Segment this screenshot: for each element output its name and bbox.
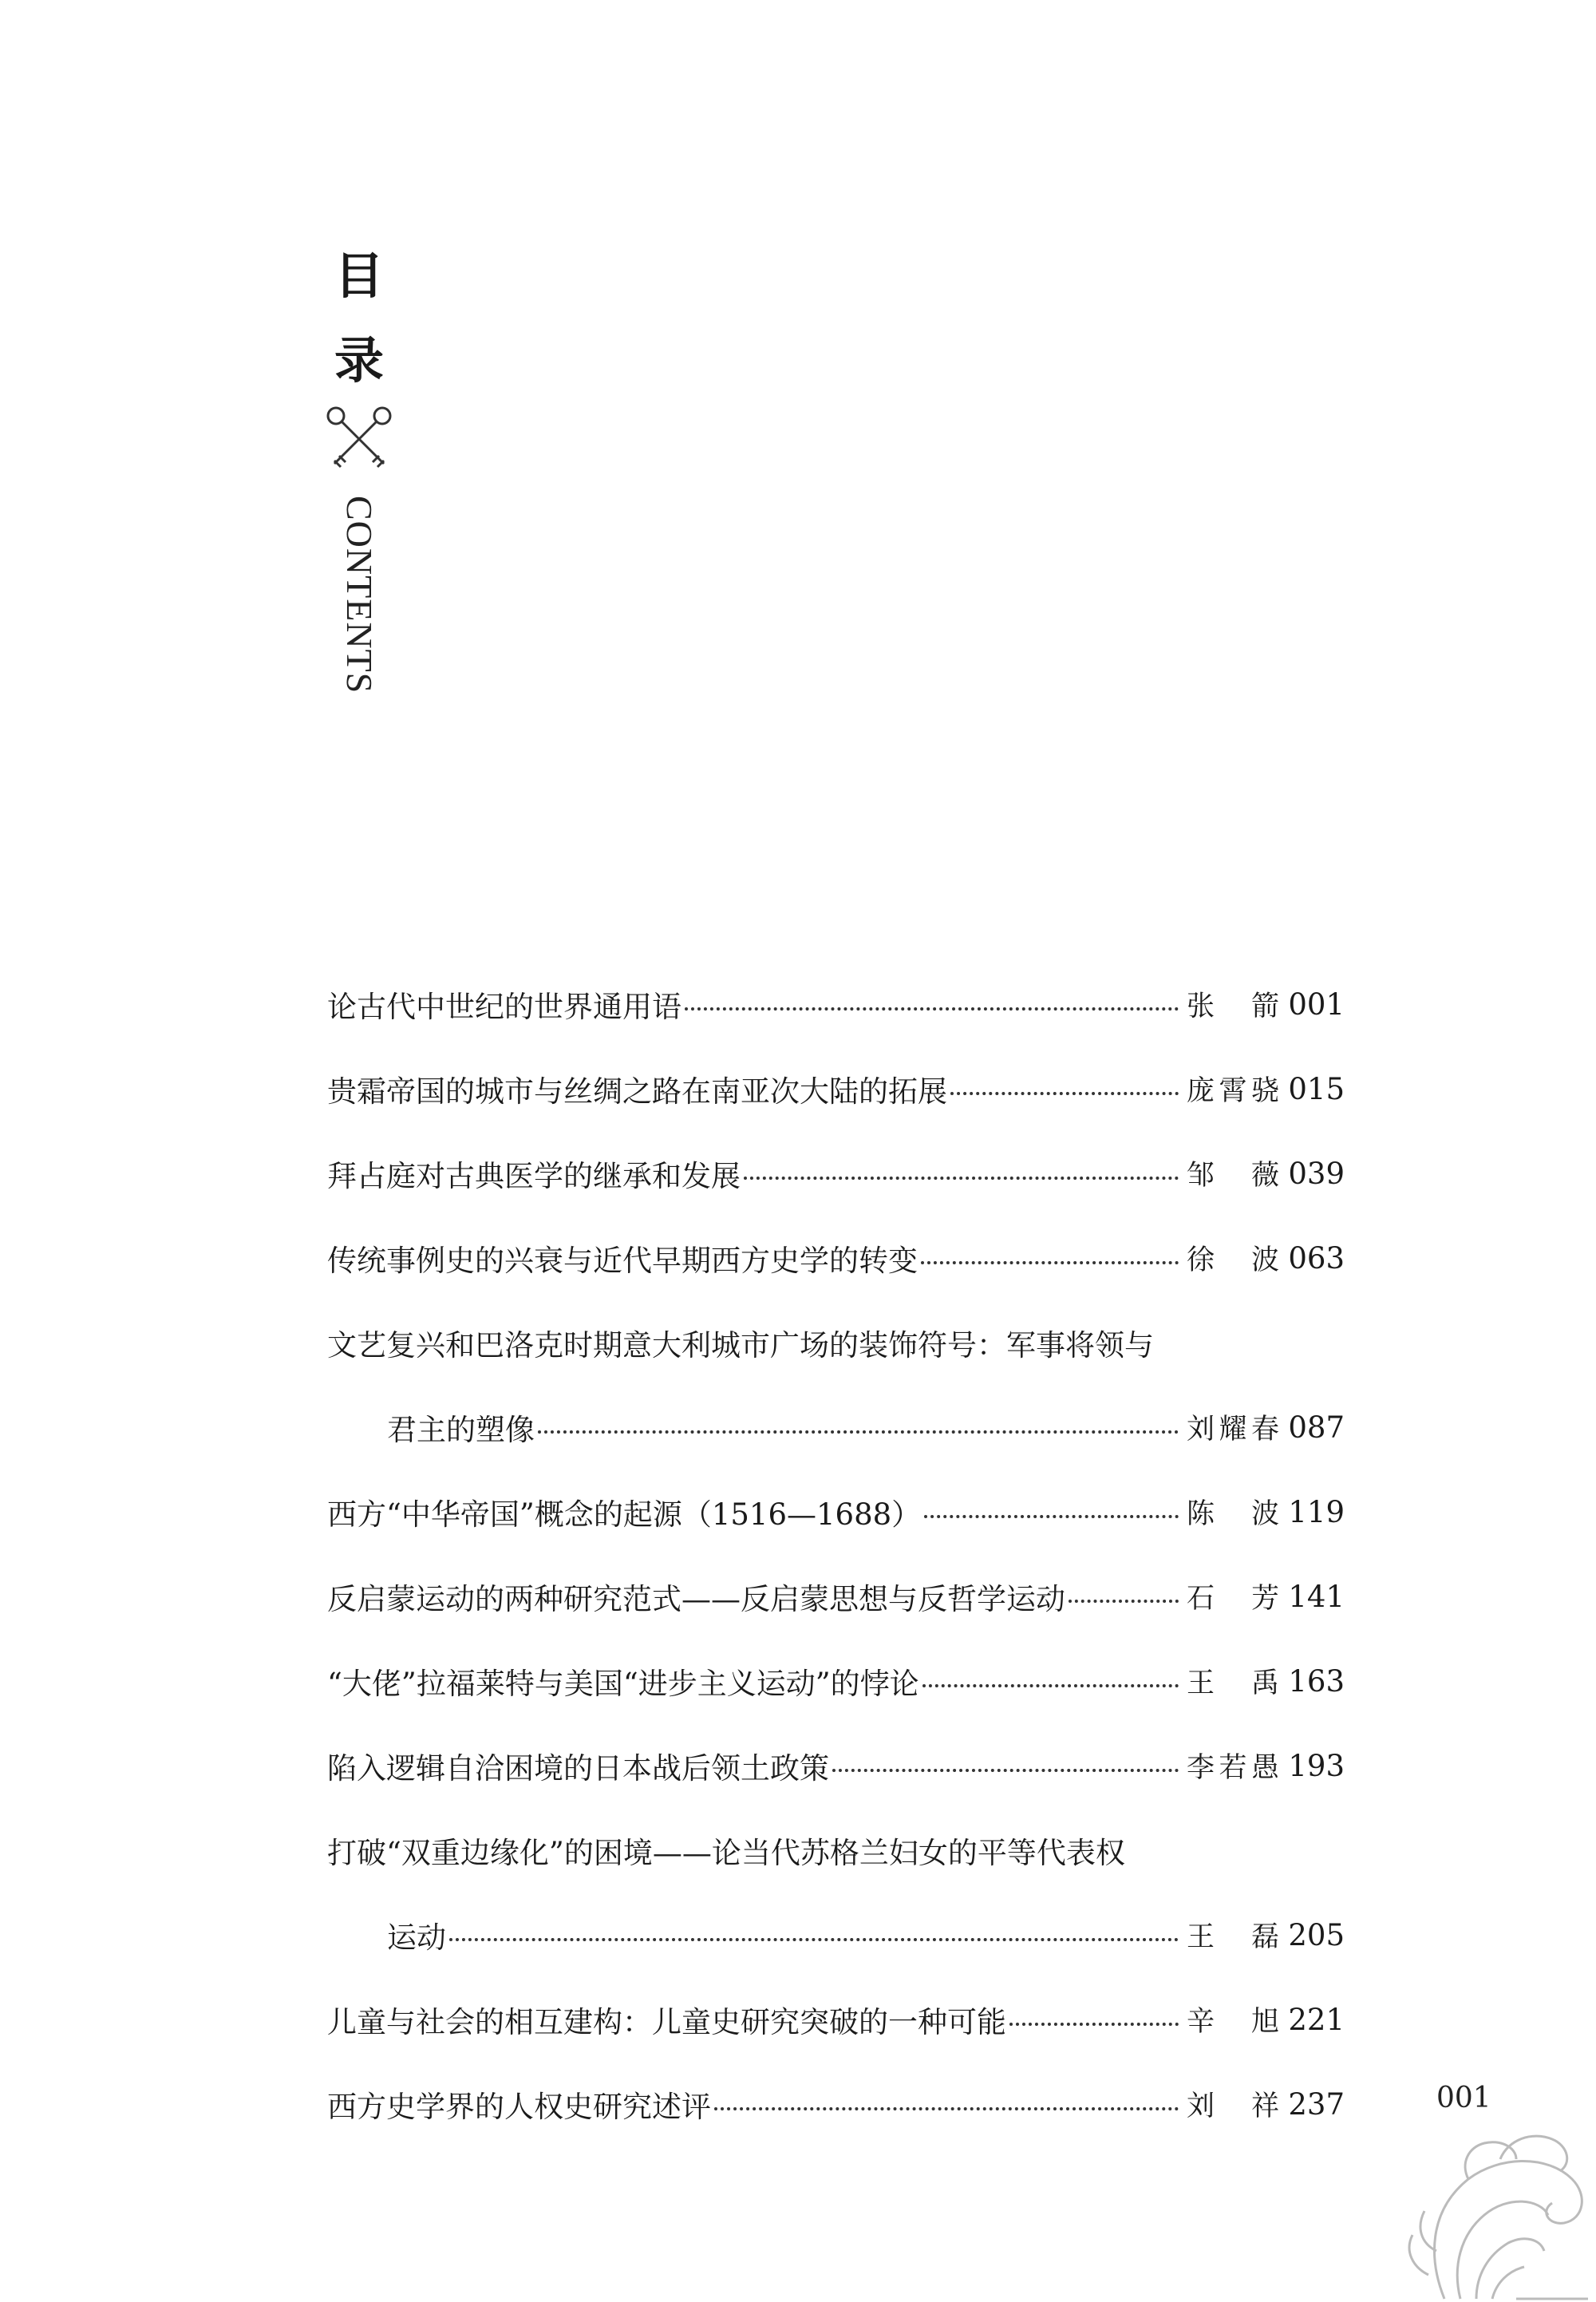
dot-leader — [950, 1092, 1179, 1095]
entry-page: 193 — [1288, 1748, 1345, 1783]
toc-entry[interactable] — [327, 1216, 1345, 1300]
toc-entry-continuation[interactable] — [327, 1385, 1345, 1469]
dot-leader — [1069, 1600, 1179, 1603]
entry-author: 李若愚 — [1187, 1752, 1279, 1784]
entry-page: 163 — [1288, 1663, 1345, 1699]
toc-entry[interactable] — [327, 1131, 1345, 1216]
entry-page: 221 — [1288, 2002, 1345, 2037]
dot-leader — [714, 2107, 1179, 2110]
entry-page: 119 — [1288, 1494, 1345, 1529]
entry-page: 039 — [1288, 1156, 1345, 1191]
entry-author: 陈波 — [1187, 1498, 1279, 1530]
toc-entry[interactable] — [327, 1977, 1345, 2062]
toc-entry-first-line[interactable] — [327, 1808, 1345, 1893]
entry-title: “大佬”拉福莱特与美国“进步主义运动”的悖论 — [327, 1667, 919, 1701]
entry-title-continuation: 君主的塑像 — [387, 1413, 535, 1447]
entry-author: 邹薇 — [1187, 1160, 1279, 1192]
entry-page: 087 — [1288, 1410, 1345, 1445]
entry-page: 001 — [1288, 987, 1345, 1022]
acanthus-leaf-icon — [1396, 2115, 1596, 2302]
entry-title-continuation: 运动 — [387, 1920, 446, 1955]
entry-title: 反启蒙运动的两种研究范式——反启蒙思想与反哲学运动 — [327, 1582, 1065, 1616]
dot-leader — [924, 1515, 1179, 1518]
entry-page: 015 — [1288, 1071, 1345, 1106]
entry-title: 西方史学界的人权史研究述评 — [327, 2090, 711, 2124]
toc-entry[interactable] — [327, 1639, 1345, 1723]
entry-title: 论古代中世纪的世界通用语 — [327, 990, 681, 1024]
entry-author: 张箭 — [1187, 991, 1279, 1022]
toc-entry-first-line[interactable] — [327, 1300, 1345, 1385]
toc-entry[interactable] — [327, 1723, 1345, 1808]
dot-leader — [832, 1769, 1179, 1772]
toc-entry[interactable] — [327, 1046, 1345, 1131]
entry-page: 141 — [1288, 1579, 1345, 1614]
entry-title: 拜占庭对古典医学的继承和发展 — [327, 1159, 741, 1193]
entry-author: 刘耀春 — [1187, 1414, 1279, 1446]
dot-leader — [538, 1430, 1179, 1434]
dot-leader — [685, 1007, 1179, 1011]
dot-leader — [922, 1684, 1179, 1687]
entry-page: 205 — [1288, 1917, 1345, 1952]
entry-author: 刘祥 — [1187, 2090, 1279, 2122]
contents-subtitle: CONTENTS — [339, 496, 380, 694]
toc-entry[interactable] — [327, 1469, 1345, 1554]
dot-leader — [449, 1938, 1179, 1941]
entry-author: 王禹 — [1187, 1667, 1279, 1699]
dot-leader — [921, 1261, 1179, 1264]
entry-author: 庞霄骁 — [1187, 1075, 1279, 1107]
entry-title: 陷入逻辑自洽困境的日本战后领土政策 — [327, 1751, 829, 1786]
entry-page: 063 — [1288, 1240, 1345, 1276]
page-number: 001 — [1436, 2082, 1491, 2114]
dot-leader — [1009, 2023, 1179, 2026]
toc-entry-continuation[interactable] — [327, 1893, 1345, 1977]
entry-title: 打破“双重边缘化”的困境——论当代苏格兰妇女的平等代表权 — [327, 1836, 1125, 1870]
dot-leader — [744, 1177, 1179, 1180]
entry-title: 儿童与社会的相互建构：儿童史研究突破的一种可能 — [327, 2005, 1006, 2039]
entry-title: 贵霜帝国的城市与丝绸之路在南亚次大陆的拓展 — [327, 1074, 947, 1109]
entry-author: 石芳 — [1187, 1583, 1279, 1615]
entry-title: 文艺复兴和巴洛克时期意大利城市广场的装饰符号：军事将领与 — [327, 1328, 1154, 1363]
toc-entry[interactable] — [327, 962, 1345, 1046]
entry-author: 辛旭 — [1187, 2006, 1279, 2038]
toc-list — [327, 962, 1345, 2146]
entry-author: 徐波 — [1187, 1244, 1279, 1276]
title-char-mu: 目 — [334, 247, 384, 305]
entry-page: 237 — [1288, 2086, 1345, 2122]
entry-author: 王磊 — [1187, 1921, 1279, 1953]
toc-header — [323, 235, 395, 694]
entry-title: 传统事例史的兴衰与近代早期西方史学的转变 — [327, 1244, 918, 1278]
crossed-keys-icon — [323, 403, 395, 475]
entry-title: 西方“中华帝国”概念的起源（1516—1688） — [327, 1497, 922, 1532]
title-char-lu: 录 — [334, 331, 384, 390]
toc-entry[interactable] — [327, 1554, 1345, 1639]
toc-entry[interactable] — [327, 2062, 1345, 2146]
